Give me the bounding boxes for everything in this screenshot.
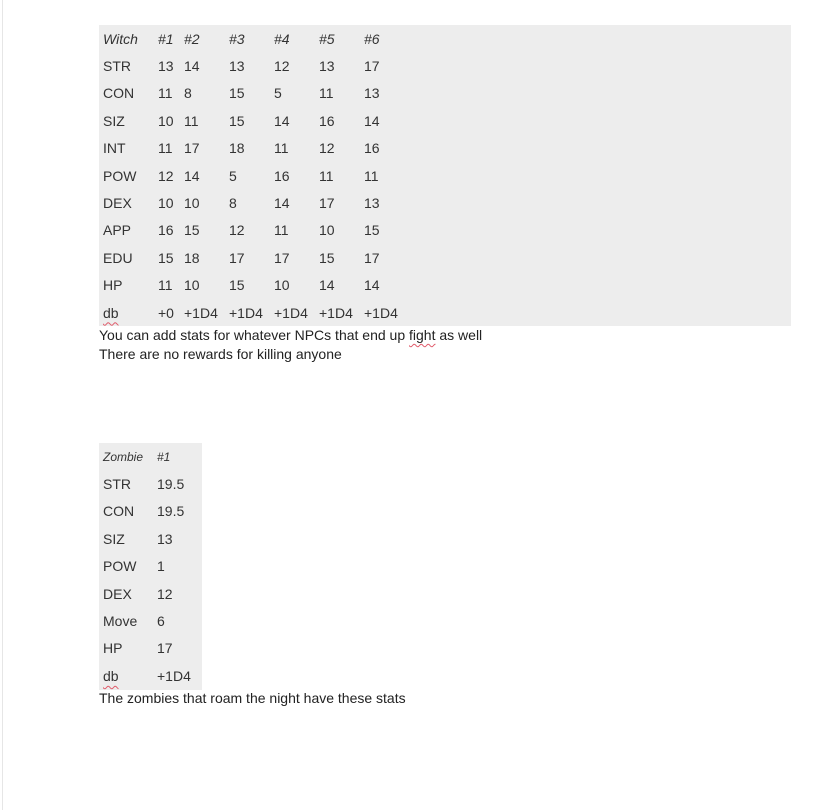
witch-header-row	[99, 25, 791, 52]
witch-stat-value: 10	[184, 195, 200, 212]
witch-cell	[99, 80, 158, 107]
witch-stat-value: +0	[158, 304, 174, 321]
zombie-row	[99, 607, 202, 634]
witch-cell	[319, 272, 364, 299]
zombie-stat-label: HP	[103, 640, 123, 657]
witch-stat-value: 16	[364, 140, 380, 157]
witch-cell	[99, 189, 158, 216]
witch-cell	[158, 272, 184, 299]
zombie-stat-value: 19.5	[157, 476, 185, 493]
witch-cell	[274, 162, 319, 189]
witch-stat-value: 17	[274, 249, 290, 266]
witch-header-col-3: #3	[229, 30, 245, 47]
witch-row	[99, 80, 791, 107]
witch-stat-label: DEX	[103, 195, 132, 212]
witch-stat-value: 10	[274, 277, 290, 294]
zombie-stat-value: 17	[157, 640, 173, 657]
zombie-stat-value: 12	[157, 585, 173, 602]
witch-stat-value: 13	[364, 195, 380, 212]
witch-stat-value: 10	[158, 112, 174, 129]
witch-cell	[184, 189, 229, 216]
witch-cell	[99, 107, 158, 134]
witch-stat-value: 12	[229, 222, 245, 239]
zombie-stat-value: 6	[157, 613, 165, 630]
witch-cell	[229, 80, 274, 107]
witch-stat-value: +1D4	[184, 304, 218, 321]
witch-stat-value: 16	[158, 222, 174, 239]
witch-stat-value: 11	[158, 85, 173, 102]
witch-cell	[319, 217, 364, 244]
witch-cell	[184, 299, 229, 326]
zombie-cell	[157, 470, 202, 497]
witch-stat-value: +1D4	[364, 304, 398, 321]
witch-cell	[184, 107, 229, 134]
witch-cell	[158, 80, 184, 107]
witch-stat-value: 15	[319, 249, 335, 266]
witch-stat-value: 11	[319, 85, 334, 102]
witch-cell	[364, 272, 791, 299]
witch-cell	[229, 272, 274, 299]
witch-stat-value: 14	[184, 58, 200, 75]
witch-cell	[158, 135, 184, 162]
witch-stat-value: 14	[274, 195, 290, 212]
witch-cell	[364, 189, 791, 216]
zombie-stat-value: 13	[157, 530, 173, 547]
witch-cell	[274, 189, 319, 216]
witch-cell	[184, 162, 229, 189]
witch-stat-value: 10	[158, 195, 174, 212]
witch-stat-label: CON	[103, 85, 135, 102]
zombie-header-label: Zombie	[103, 449, 144, 464]
witch-stat-value: 11	[319, 167, 334, 184]
witch-header-col-2: #2	[184, 30, 200, 47]
witch-cell	[229, 107, 274, 134]
zombie-row	[99, 553, 202, 580]
witch-cell	[158, 299, 184, 326]
zombie-cell	[157, 635, 202, 662]
witch-note-1	[99, 326, 482, 345]
witch-cell	[99, 135, 158, 162]
witch-cell	[274, 52, 319, 79]
witch-cell	[364, 162, 791, 189]
zombie-row	[99, 470, 202, 497]
witch-stat-label: APP	[103, 222, 132, 239]
witch-stat-value: 11	[274, 222, 289, 239]
zombie-cell	[99, 580, 157, 607]
zombie-stat-value: +1D4	[157, 667, 191, 684]
witch-cell	[158, 189, 184, 216]
witch-stat-value: 15	[158, 249, 174, 266]
witch-cell	[184, 217, 229, 244]
witch-cell	[158, 217, 184, 244]
witch-cell	[158, 162, 184, 189]
witch-header-label: Witch	[103, 30, 138, 47]
zombie-stat-label: STR	[103, 476, 131, 493]
witch-row	[99, 299, 791, 326]
witch-cell	[229, 135, 274, 162]
witch-stat-label: EDU	[103, 249, 133, 266]
witch-cell	[99, 272, 158, 299]
zombie-cell	[157, 580, 202, 607]
witch-row	[99, 217, 791, 244]
witch-cell	[274, 217, 319, 244]
witch-cell	[364, 52, 791, 79]
witch-stat-value: 10	[319, 222, 335, 239]
witch-cell	[184, 52, 229, 79]
zombie-stat-label: Move	[103, 613, 138, 630]
witch-cell	[274, 135, 319, 162]
witch-cell	[319, 135, 364, 162]
zombie-cell	[99, 635, 157, 662]
zombie-cell	[99, 470, 157, 497]
zombie-cell	[99, 498, 157, 525]
zombie-row	[99, 498, 202, 525]
witch-cell	[229, 217, 274, 244]
witch-row	[99, 272, 791, 299]
witch-cell	[184, 135, 229, 162]
witch-cell	[364, 107, 791, 134]
witch-row	[99, 189, 791, 216]
witch-cell	[319, 299, 364, 326]
witch-cell	[319, 80, 364, 107]
zombie-stats-table	[99, 443, 202, 690]
witch-stat-value: 10	[184, 277, 200, 294]
witch-cell	[99, 162, 158, 189]
witch-stat-value: 14	[319, 277, 335, 294]
witch-stat-label: INT	[103, 140, 126, 157]
witch-stat-value: 11	[158, 277, 173, 294]
zombie-cell	[99, 525, 157, 552]
witch-cell	[319, 244, 364, 271]
witch-stat-label: SIZ	[103, 112, 125, 129]
zombie-stat-label: db	[103, 667, 119, 684]
zombie-cell	[99, 662, 157, 689]
witch-stat-value: 15	[184, 222, 200, 239]
witch-cell	[99, 52, 158, 79]
zombie-header-col-1: #1	[157, 449, 171, 464]
witch-cell	[184, 244, 229, 271]
witch-stat-value: 13	[364, 85, 380, 102]
witch-cell	[229, 299, 274, 326]
witch-stat-value: 14	[184, 167, 200, 184]
witch-stat-value: +1D4	[229, 304, 263, 321]
witch-cell	[274, 80, 319, 107]
zombie-cell	[157, 553, 202, 580]
witch-header-col-6: #6	[364, 30, 380, 47]
zombie-row	[99, 662, 202, 689]
zombie-header-row	[99, 443, 202, 470]
witch-header-col-5: #5	[319, 30, 335, 47]
witch-cell	[274, 299, 319, 326]
zombie-cell	[157, 525, 202, 552]
zombie-note: The zombies that roam the night have these stats	[99, 690, 406, 706]
witch-cell	[229, 244, 274, 271]
witch-cell	[319, 162, 364, 189]
witch-stat-value: 11	[184, 112, 199, 129]
witch-stat-value: +1D4	[319, 304, 353, 321]
zombie-stat-label: SIZ	[103, 530, 125, 547]
witch-stat-value: 15	[229, 85, 245, 102]
witch-stat-value: 5	[229, 167, 237, 184]
zombie-stat-label: DEX	[103, 585, 132, 602]
witch-stat-label: STR	[103, 58, 131, 75]
witch-stat-value: 12	[274, 58, 290, 75]
witch-cell	[184, 272, 229, 299]
witch-stat-value: 18	[184, 249, 200, 266]
witch-stat-value: 8	[184, 85, 192, 102]
witch-stat-label: db	[103, 304, 119, 321]
witch-stats-table	[99, 25, 791, 326]
witch-stat-value: 16	[274, 167, 290, 184]
witch-cell	[364, 244, 791, 271]
witch-stat-value: 13	[229, 58, 245, 75]
witch-stat-value: 15	[364, 222, 380, 239]
witch-stat-value: 13	[319, 58, 335, 75]
witch-cell	[229, 52, 274, 79]
zombie-stat-value: 1	[157, 558, 165, 575]
witch-stat-label: HP	[103, 277, 123, 294]
spellcheck-flagged-word[interactable]: fight	[409, 327, 436, 343]
witch-cell	[99, 244, 158, 271]
witch-stat-value: 14	[364, 112, 380, 129]
witch-stat-label: POW	[103, 167, 137, 184]
witch-cell	[364, 80, 791, 107]
witch-stat-value: 5	[274, 85, 282, 102]
witch-cell	[319, 52, 364, 79]
witch-stat-value: 11	[158, 140, 173, 157]
witch-stat-value: 17	[364, 249, 380, 266]
zombie-cell	[99, 553, 157, 580]
witch-stat-value: 17	[319, 195, 335, 212]
witch-stat-value: 17	[184, 140, 200, 157]
witch-note-2: There are no rewards for killing anyone	[99, 346, 342, 362]
witch-cell	[274, 244, 319, 271]
witch-cell	[229, 162, 274, 189]
witch-row	[99, 244, 791, 271]
witch-cell	[229, 189, 274, 216]
witch-stat-value: 11	[274, 140, 289, 157]
witch-cell	[319, 107, 364, 134]
witch-header-col-4: #4	[274, 30, 290, 47]
zombie-cell	[157, 662, 202, 689]
witch-header-col-1: #1	[158, 30, 174, 47]
witch-stat-value: 12	[158, 167, 174, 184]
witch-stat-value: 11	[364, 167, 379, 184]
witch-row	[99, 162, 791, 189]
witch-stat-value: 17	[229, 249, 245, 266]
zombie-cell	[157, 607, 202, 634]
witch-stat-value: 18	[229, 140, 245, 157]
page-left-edge	[2, 0, 3, 810]
zombie-row	[99, 580, 202, 607]
witch-stat-value: 14	[364, 277, 380, 294]
witch-stat-value: 16	[319, 112, 335, 129]
zombie-row	[99, 525, 202, 552]
witch-stat-value: 17	[364, 58, 380, 75]
witch-stat-value: 15	[229, 112, 245, 129]
witch-cell	[158, 52, 184, 79]
witch-cell	[158, 107, 184, 134]
witch-row	[99, 135, 791, 162]
witch-stat-value: 12	[319, 140, 335, 157]
witch-cell	[274, 272, 319, 299]
zombie-stat-label: POW	[103, 558, 137, 575]
witch-cell	[319, 189, 364, 216]
witch-stat-value: 8	[229, 195, 237, 212]
witch-stat-value: 15	[229, 277, 245, 294]
witch-cell	[158, 244, 184, 271]
witch-row	[99, 107, 791, 134]
witch-cell	[274, 107, 319, 134]
witch-cell	[184, 80, 229, 107]
witch-stat-value: 13	[158, 58, 174, 75]
witch-cell	[99, 217, 158, 244]
zombie-cell	[157, 498, 202, 525]
witch-note-1-end: as well	[435, 327, 483, 343]
witch-cell	[364, 299, 791, 326]
witch-stat-value: 14	[274, 112, 290, 129]
zombie-row	[99, 635, 202, 662]
witch-cell	[364, 217, 791, 244]
witch-cell	[364, 135, 791, 162]
zombie-stat-value: 19.5	[157, 503, 185, 520]
witch-note-1-start: You can add stats for whatever NPCs that end up	[99, 327, 410, 343]
zombie-cell	[99, 607, 157, 634]
witch-row	[99, 52, 791, 79]
witch-stat-value: +1D4	[274, 304, 308, 321]
witch-cell	[99, 299, 158, 326]
zombie-stat-label: CON	[103, 503, 135, 520]
